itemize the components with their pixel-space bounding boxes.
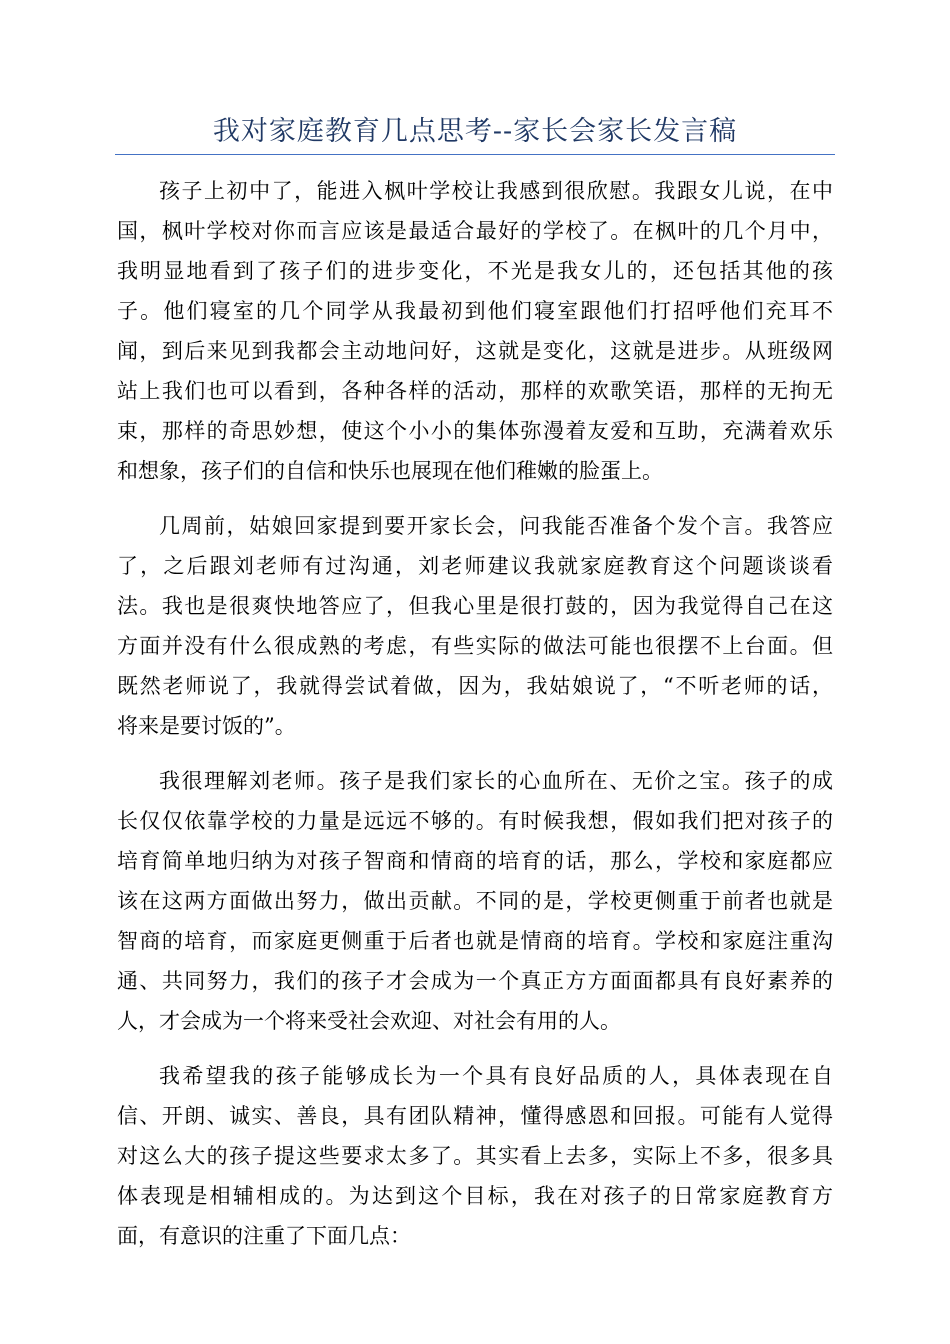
title-underline <box>115 154 835 155</box>
paragraph-line: 智商的培育，而家庭更侧重于后者也就是情商的培育。学校和家庭注重沟 <box>117 929 833 953</box>
paragraph-line: 闻，到后来见到我都会主动地问好，这就是变化，这就是进步。从班级网 <box>117 339 833 363</box>
paragraph-line: 该在这两方面做出努力，做出贡献。不同的是，学校更侧重于前者也就是 <box>117 889 833 913</box>
paragraph-line: 长仅仅依靠学校的力量是远远不够的。有时候我想，假如我们把对孩子的 <box>117 809 833 833</box>
paragraph-line: 了，之后跟刘老师有过沟通，刘老师建议我就家庭教育这个问题谈谈看 <box>117 554 833 578</box>
paragraph-line: 既然老师说了，我就得尝试着做，因为，我姑娘说了，“不听老师的话， <box>117 674 833 698</box>
paragraph-line: 面，有意识的注重了下面几点： <box>117 1224 411 1248</box>
paragraph-line: 孩子上初中了，能进入枫叶学校让我感到很欣慰。我跟女儿说，在中 <box>159 179 833 203</box>
paragraph-line: 和想象，孩子们的自信和快乐也展现在他们稚嫩的脸蛋上。 <box>117 459 663 483</box>
paragraph-line: 几周前，姑娘回家提到要开家长会，问我能否准备个发个言。我答应 <box>159 514 833 538</box>
document-title: 我对家庭教育几点思考--家长会家长发言稿 <box>212 116 738 147</box>
paragraph-line: 子。他们寝室的几个同学从我最初到他们寝室跟他们打招呼他们充耳不 <box>117 299 833 323</box>
paragraph-line: 我很理解刘老师。孩子是我们家长的心血所在、无价之宝。孩子的成 <box>159 769 833 793</box>
document-body <box>117 171 833 1271</box>
paragraph-line: 国，枫叶学校对你而言应该是最适合最好的学校了。在枫叶的几个月中， <box>117 219 833 243</box>
paragraph-line: 培育简单地归纳为对孩子智商和情商的培育的话，那么，学校和家庭都应 <box>117 849 833 873</box>
paragraph-line: 人，才会成为一个将来受社会欢迎、对社会有用的人。 <box>117 1009 621 1033</box>
paragraph-line: 体表现是相辅相成的。为达到这个目标，我在对孩子的日常家庭教育方 <box>117 1184 833 1208</box>
paragraph-2 <box>117 506 833 746</box>
paragraph-line: 束，那样的奇思妙想，使这个小小的集体弥漫着友爱和互助，充满着欢乐 <box>117 419 833 443</box>
paragraph-4 <box>117 1056 833 1256</box>
paragraph-1 <box>117 171 833 491</box>
paragraph-line: 信、开朗、诚实、善良，具有团队精神，懂得感恩和回报。可能有人觉得 <box>117 1104 833 1128</box>
paragraph-line: 我希望我的孩子能够成长为一个具有良好品质的人，具体表现在自 <box>159 1064 833 1088</box>
paragraph-line: 法。我也是很爽快地答应了，但我心里是很打鼓的，因为我觉得自己在这 <box>117 594 833 618</box>
paragraph-line: 方面并没有什么很成熟的考虑，有些实际的做法可能也很摆不上台面。但 <box>117 634 833 658</box>
paragraph-line: 我明显地看到了孩子们的进步变化，不光是我女儿的，还包括其他的孩 <box>117 259 833 283</box>
paragraph-line: 将来是要讨饭的”。 <box>117 714 296 738</box>
paragraph-line: 通、共同努力，我们的孩子才会成为一个真正方方面面都具有良好素养的 <box>117 969 833 993</box>
paragraph-line: 对这么大的孩子提这些要求太多了。其实看上去多，实际上不多，很多具 <box>117 1144 833 1168</box>
paragraph-line: 站上我们也可以看到，各种各样的活动，那样的欢歌笑语，那样的无拘无 <box>117 379 833 403</box>
paragraph-3 <box>117 761 833 1041</box>
